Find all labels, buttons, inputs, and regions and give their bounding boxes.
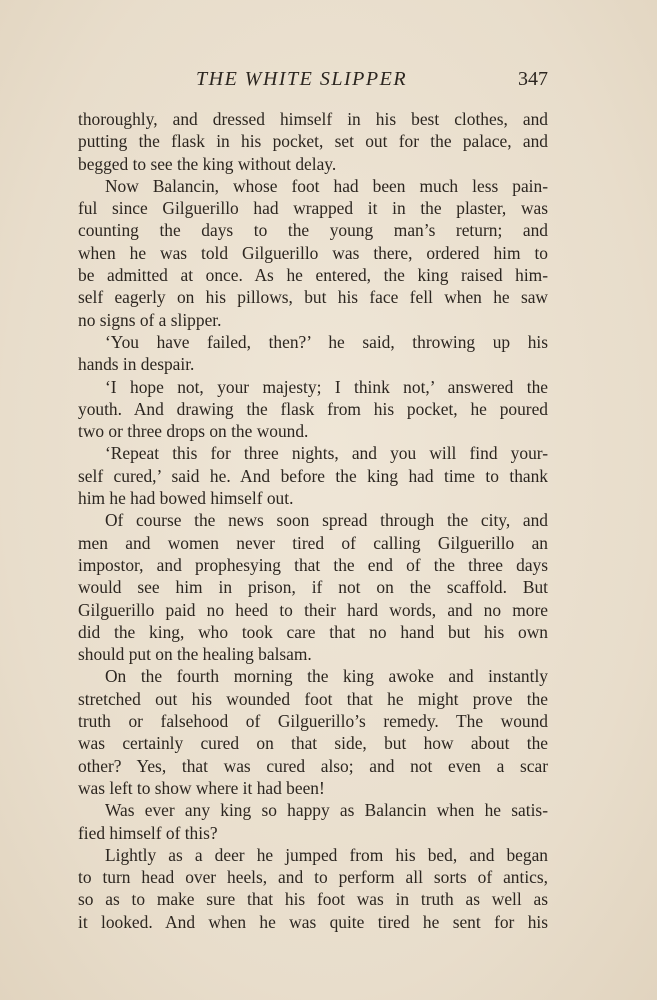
text-line: it looked. And when he was quite tired he sent for his bbox=[78, 911, 548, 932]
text-line: was left to show where it had been! bbox=[78, 777, 325, 798]
text-line: men and women never tired of calling Gilguerillo an bbox=[78, 532, 548, 553]
text-line: to turn head over heels, and to perform all sorts of antics, bbox=[78, 867, 548, 888]
running-head bbox=[78, 68, 548, 94]
text-line: him he had bowed himself out. bbox=[78, 488, 294, 509]
text-line: no signs of a slipper. bbox=[78, 309, 222, 330]
text-line: putting the flask in his pocket, set out for the palace, and bbox=[78, 131, 548, 152]
page-number: 347 bbox=[518, 68, 548, 90]
text-line: self eagerly on his pillows, but his face fell when he saw bbox=[78, 287, 548, 308]
text-line: youth. And drawing the flask from his pocket, he poured bbox=[78, 398, 548, 419]
text-line: ‘You have failed, then?’ he said, throwing up his bbox=[105, 331, 548, 352]
text-line: was certainly cured on that side, but how about the bbox=[78, 733, 548, 754]
text-line: Of course the news soon spread through the city, and bbox=[105, 510, 548, 531]
text-line: thoroughly, and dressed himself in his best clothes, and bbox=[78, 109, 548, 129]
text-line: truth or falsehood of Gilguerillo’s remedy. The wound bbox=[78, 711, 548, 732]
text-line: did the king, who took care that no hand but his own bbox=[78, 621, 548, 642]
text-line: stretched out his wounded foot that he might prove the bbox=[78, 688, 548, 709]
text-line: when he was told Gilguerillo was there, ordered him to bbox=[78, 242, 548, 263]
text-line: ‘Repeat this for three nights, and you will find your- bbox=[105, 443, 548, 464]
text-line: Lightly as a deer he jumped from his bed, and began bbox=[105, 844, 548, 865]
text-line: ful since Gilguerillo had wrapped it in the plaster, was bbox=[78, 198, 548, 219]
text-line: Was ever any king so happy as Balancin when he satis- bbox=[105, 800, 548, 821]
text-line: Gilguerillo paid no heed to their hard words, and no more bbox=[78, 599, 548, 620]
text-line: begged to see the king without delay. bbox=[78, 153, 337, 174]
body-text bbox=[78, 108, 548, 933]
text-line: hands in despair. bbox=[78, 354, 195, 375]
running-title: THE WHITE SLIPPER bbox=[196, 68, 408, 90]
text-line: would see him in prison, if not on the scaffold. But bbox=[78, 577, 548, 598]
text-line: so as to make sure that his foot was in truth as well as bbox=[78, 889, 548, 910]
text-line: two or three drops on the wound. bbox=[78, 421, 309, 442]
text-line: fied himself of this? bbox=[78, 822, 218, 843]
text-line: other? Yes, that was cured also; and not even a scar bbox=[78, 755, 548, 776]
text-line: Now Balancin, whose foot had been much less pain- bbox=[105, 175, 548, 196]
text-line: counting the days to the young man’s return; and bbox=[78, 220, 548, 241]
text-line: self cured,’ said he. And before the king had time to thank bbox=[78, 465, 548, 486]
text-line: should put on the healing balsam. bbox=[78, 644, 312, 665]
text-line: impostor, and prophesying that the end of the three days bbox=[78, 554, 548, 575]
text-line: ‘I hope not, your majesty; I think not,’ answered the bbox=[105, 376, 548, 397]
text-line: On the fourth morning the king awoke and instantly bbox=[105, 666, 548, 687]
text-line: be admitted at once. As he entered, the king raised him- bbox=[78, 265, 548, 286]
